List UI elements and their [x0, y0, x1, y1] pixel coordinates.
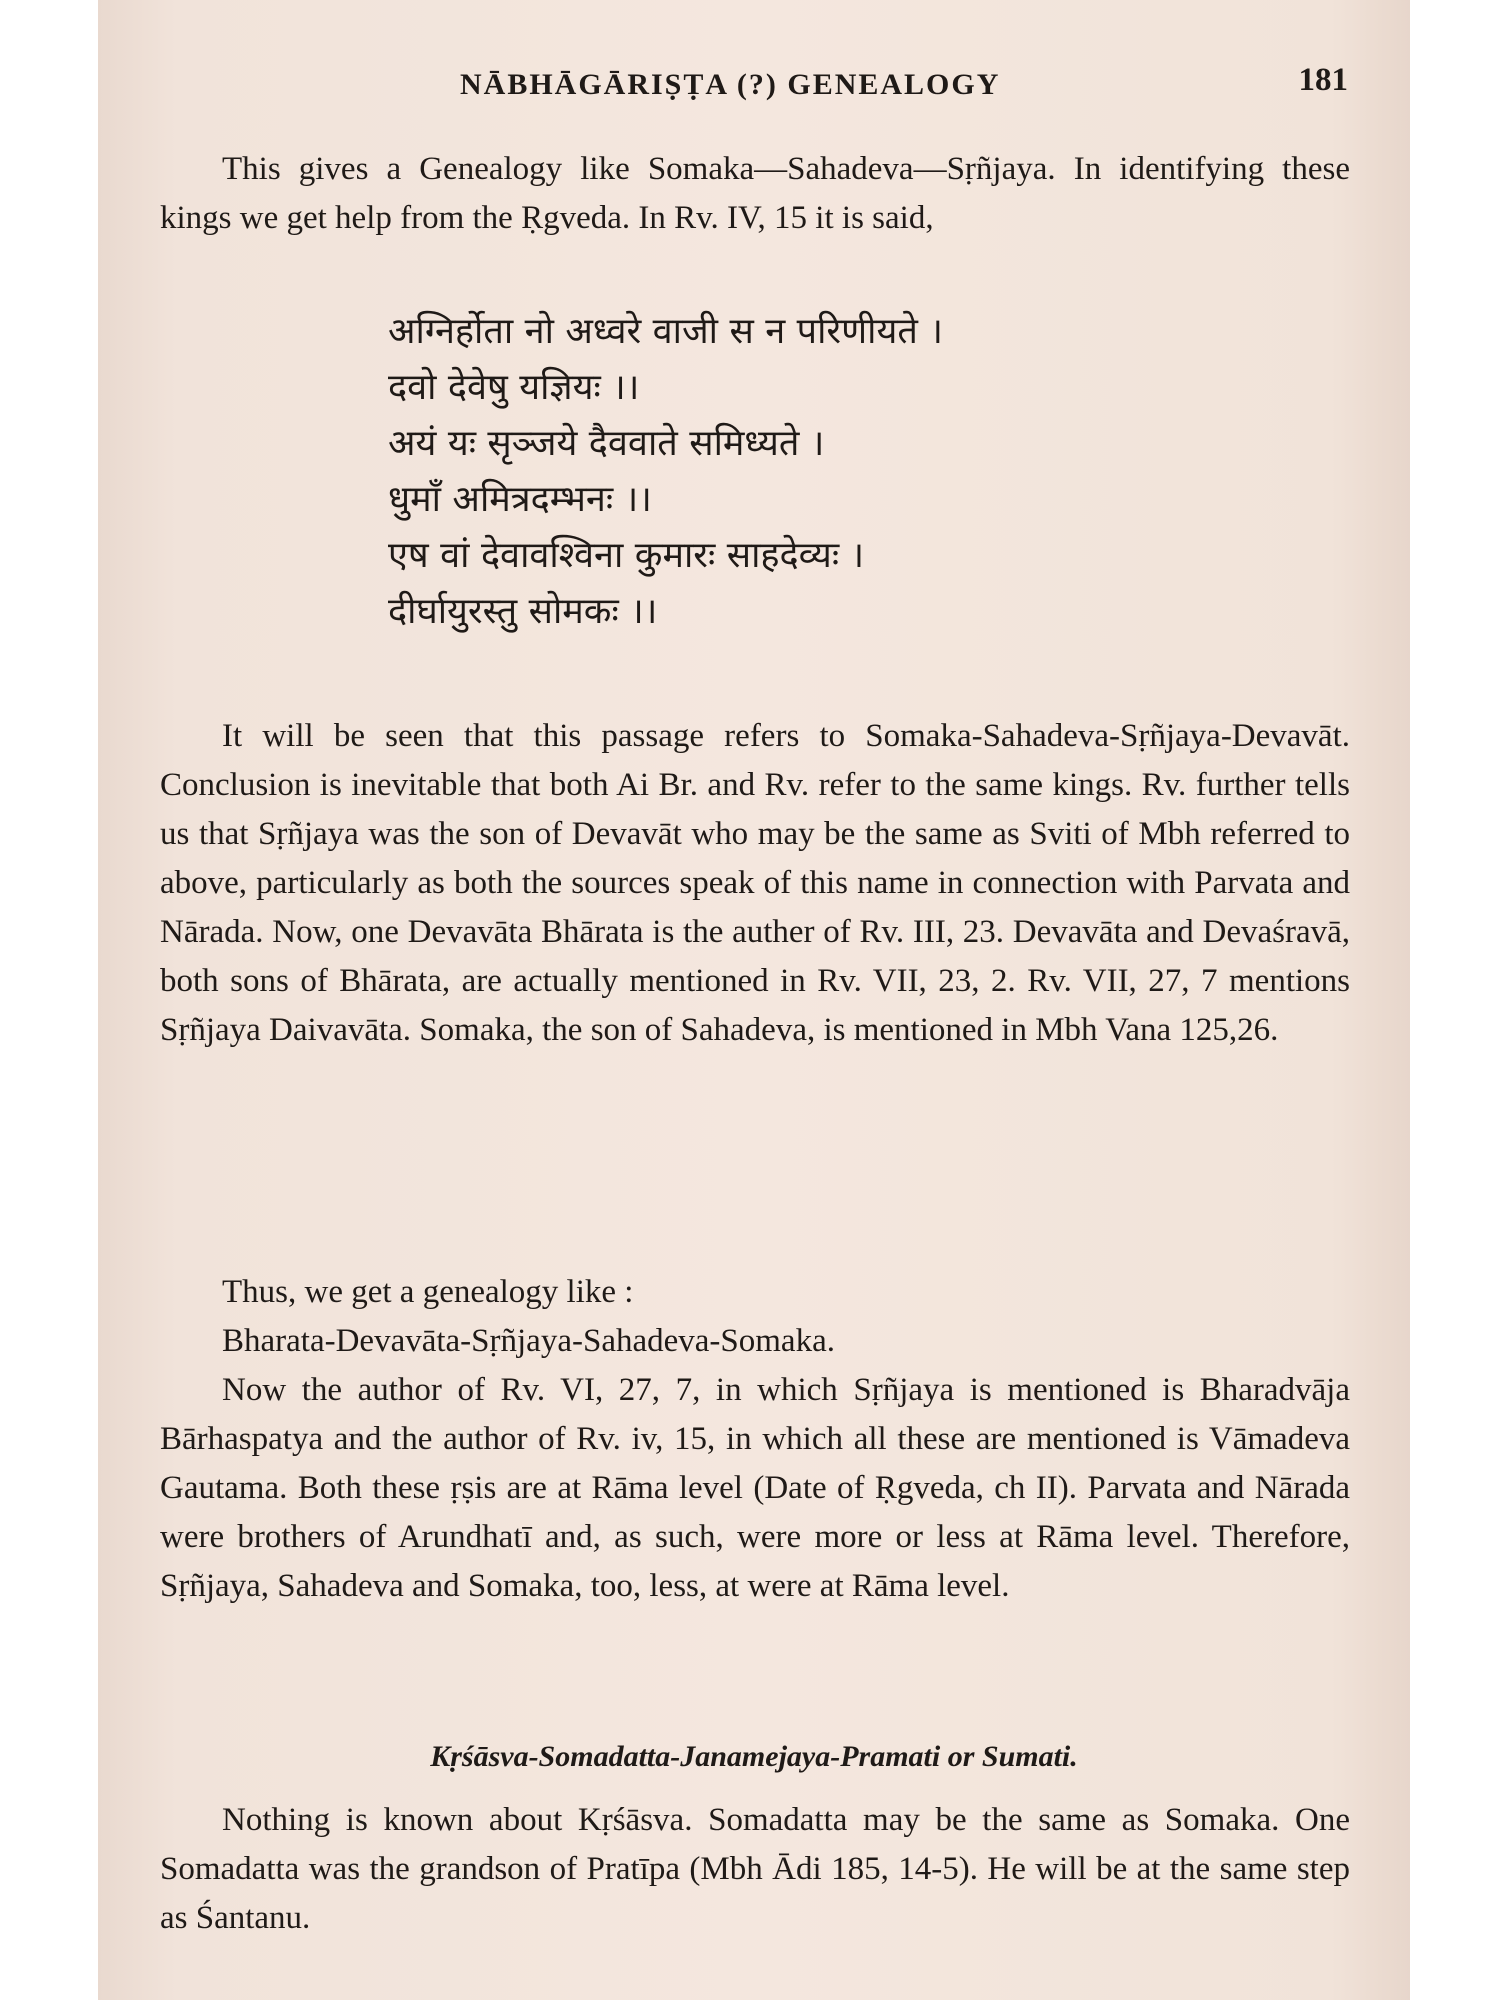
genealogy-line: Bharata-Devavāta-Sṛñjaya-Sahadeva-Somaka. [222, 1323, 835, 1359]
verse-line: एष वां देवावश्विना कुमारः साहदेव्यः । [388, 535, 865, 576]
page-number: 181 [1298, 62, 1348, 98]
section-heading: Kṛśāsva-Somadatta-Janamejaya-Pramati or Sumati. [430, 1740, 1078, 1773]
verse-line: दीर्घायुरस्तु सोमकः ।। [388, 591, 658, 632]
paragraph-passage-analysis: It will be seen that this passage refers to Somaka-Sahadeva-Sṛñjaya-Devavāt. Conclusion is inevitable that both Ai Br. and Rv. refer to the same kings. Rv. further tells us that Sṛñjaya was the son of Devavāt who may be the same as Sviti of Mbh referred to above, particularly as both the sources speak of this name in connection with Parvata and Nārada. Now, one Devavāta Bhārata is the auther of Rv. III, 23. Devavāta and Devaśravā, both sons of Bhārata, are actually mentioned in Rv. VII, 23, 2. Rv. VII, 27, 7 mentions Sṛñjaya Daivavāta. Somaka, the son of Sahadeva, is mentioned in Mbh Vana 125,26. [160, 718, 1350, 1048]
verse-line: धुमाँ अमित्रदम्भनः ।। [388, 479, 652, 520]
paragraph-genealogy-intro: Thus, we get a genealogy like : [222, 1274, 634, 1310]
running-head: NĀBHĀGĀRIṢṬA (?) GENEALOGY [460, 68, 1001, 101]
page-header [98, 62, 1410, 102]
book-page [98, 0, 1410, 2000]
paragraph-authors: Now the author of Rv. VI, 27, 7, in which Sṛñjaya is mentioned is Bharadvāja Bārhaspatya and the author of Rv. iv, 15, in which all these are mentioned is Vāmadeva Gautama. Both these ṛṣis are at Rāma level (Date of Ṛgveda, ch II). Parvata and Nārada were brothers of Arundhatī and, as such, were more or less at Rāma level. Therefore, Sṛñjaya, Sahadeva and Somaka, too, less, at were at Rāma level. [160, 1372, 1350, 1604]
paragraph-krsasva: Nothing is known about Kṛśāsva. Somadatta may be the same as Somaka. One Somadatta was the grandson of Pratīpa (Mbh Ādi 185, 14-5). He will be at the same step as Śantanu. [160, 1802, 1350, 1936]
verse-line: अयं यः सृञ्जये दैववाते समिध्यते । [388, 423, 825, 464]
sanskrit-verse [388, 304, 1288, 640]
verse-line: दवो देवेषु यज्ञियः ।। [388, 367, 640, 408]
paragraph-intro: This gives a Genealogy like Somaka—Sahadeva—Sṛñjaya. In identifying these kings we get help from the Ṛgveda. In Rv. IV, 15 it is said, [160, 151, 1350, 236]
verse-line: अग्निर्होता नो अध्वरे वाजी स न परिणीयते । [388, 311, 943, 352]
